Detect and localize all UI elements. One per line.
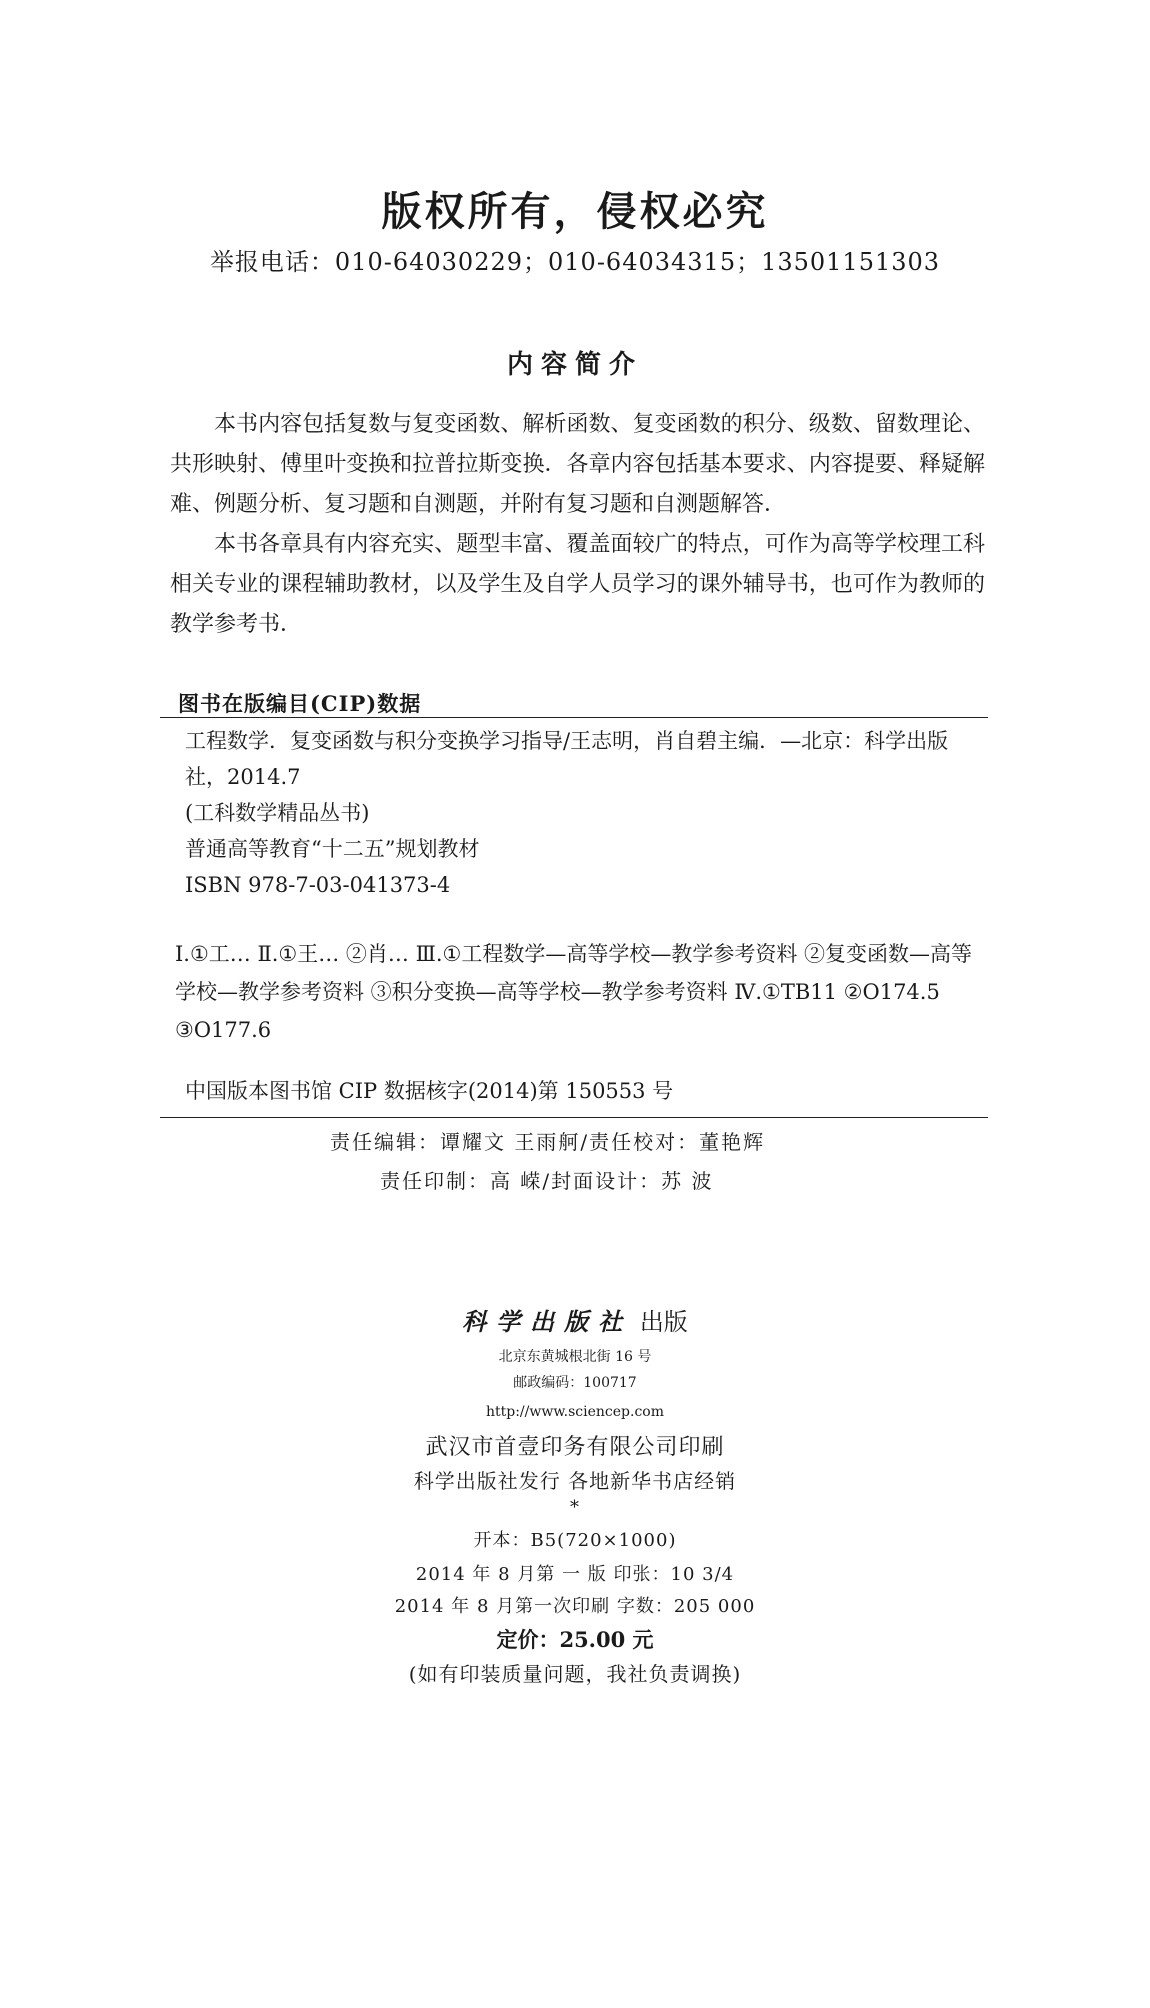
price: 定价：25.00 元 xyxy=(496,1627,654,1652)
summary-heading: 内容简介 xyxy=(506,350,643,380)
publisher-website: http://www.sciencep.com xyxy=(485,1404,664,1420)
cip-series: (工科数学精品丛书) xyxy=(185,801,370,825)
book-format: 开本：B5(720×1000) xyxy=(473,1530,677,1551)
cip-heading: 图书在版编目(CIP)数据 xyxy=(178,691,422,716)
printing-info: 2014 年 8 月第一次印刷 字数：205 000 xyxy=(394,1596,756,1617)
summary-paragraph xyxy=(170,405,985,525)
edition-info: 2014 年 8 月第 一 版 印张：10 3/4 xyxy=(415,1564,735,1585)
publisher-address: 北京东黄城根北街 16 号 xyxy=(498,1349,652,1365)
quality-notice: (如有印装质量问题，我社负责调换) xyxy=(408,1662,742,1686)
credit-editor: 责任编辑：谭耀文 王雨舸/责任校对：董艳辉 xyxy=(330,1130,766,1154)
copyright-title: 版权所有，侵权必究 xyxy=(381,188,769,235)
summary-paragraph xyxy=(170,525,985,645)
publisher-suffix: 出版 xyxy=(639,1308,688,1336)
cip-main-entry: 工程数学．复变函数与积分变换学习指导/王志明，肖自碧主编．—北京：科学出版社，2014.7 xyxy=(185,729,949,789)
cip-top-rule xyxy=(160,717,988,718)
cip-isbn: ISBN 978-7-03-041373-4 xyxy=(185,873,451,897)
credit-printing: 责任印制：高 嵘/封面设计：苏 波 xyxy=(380,1169,714,1193)
printer: 武汉市首壹印务有限公司印刷 xyxy=(425,1435,725,1460)
cip-verification: 中国版本图书馆 CIP 数据核字(2014)第 150553 号 xyxy=(185,1079,674,1103)
summary-paragraph-text: 本书内容包括复数与复变函数、解析函数、复变函数的积分、级数、留数理论、共形映射、傅里叶变换和拉普拉斯变换．各章内容包括基本要求、内容提要、释疑解难、例题分析、复习题和自测题，并附有复习题和自测题解答． xyxy=(170,412,985,517)
cip-bottom-rule xyxy=(160,1117,988,1118)
separator-star: * xyxy=(570,1497,580,1518)
publisher-postcode: 邮政编码：100717 xyxy=(513,1375,637,1391)
publisher-line xyxy=(0,1302,1150,1337)
report-phone: 举报电话：010-64030229；010-64034315；13501151303 xyxy=(209,248,941,276)
publisher-name: 科学出版社 xyxy=(462,1307,633,1336)
cip-program: 普通高等教育“十二五”规划教材 xyxy=(185,837,480,861)
distribution: 科学出版社发行 各地新华书店经销 xyxy=(413,1469,737,1493)
cip-classification: Ⅰ.①工… Ⅱ.①王… ②肖… Ⅲ.①工程数学—高等学校—教学参考资料 ②复变函数—高等学校—教学参考资料 ③积分变换—高等学校—教学参考资料 Ⅳ.①TB11 ②O174.5 ③O177.6 xyxy=(175,942,973,1042)
summary-paragraph-text: 本书各章具有内容充实、题型丰富、覆盖面较广的特点，可作为高等学校理工科相关专业的课程辅助教材，以及学生及自学人员学习的课外辅导书，也可作为教师的教学参考书． xyxy=(170,532,985,637)
